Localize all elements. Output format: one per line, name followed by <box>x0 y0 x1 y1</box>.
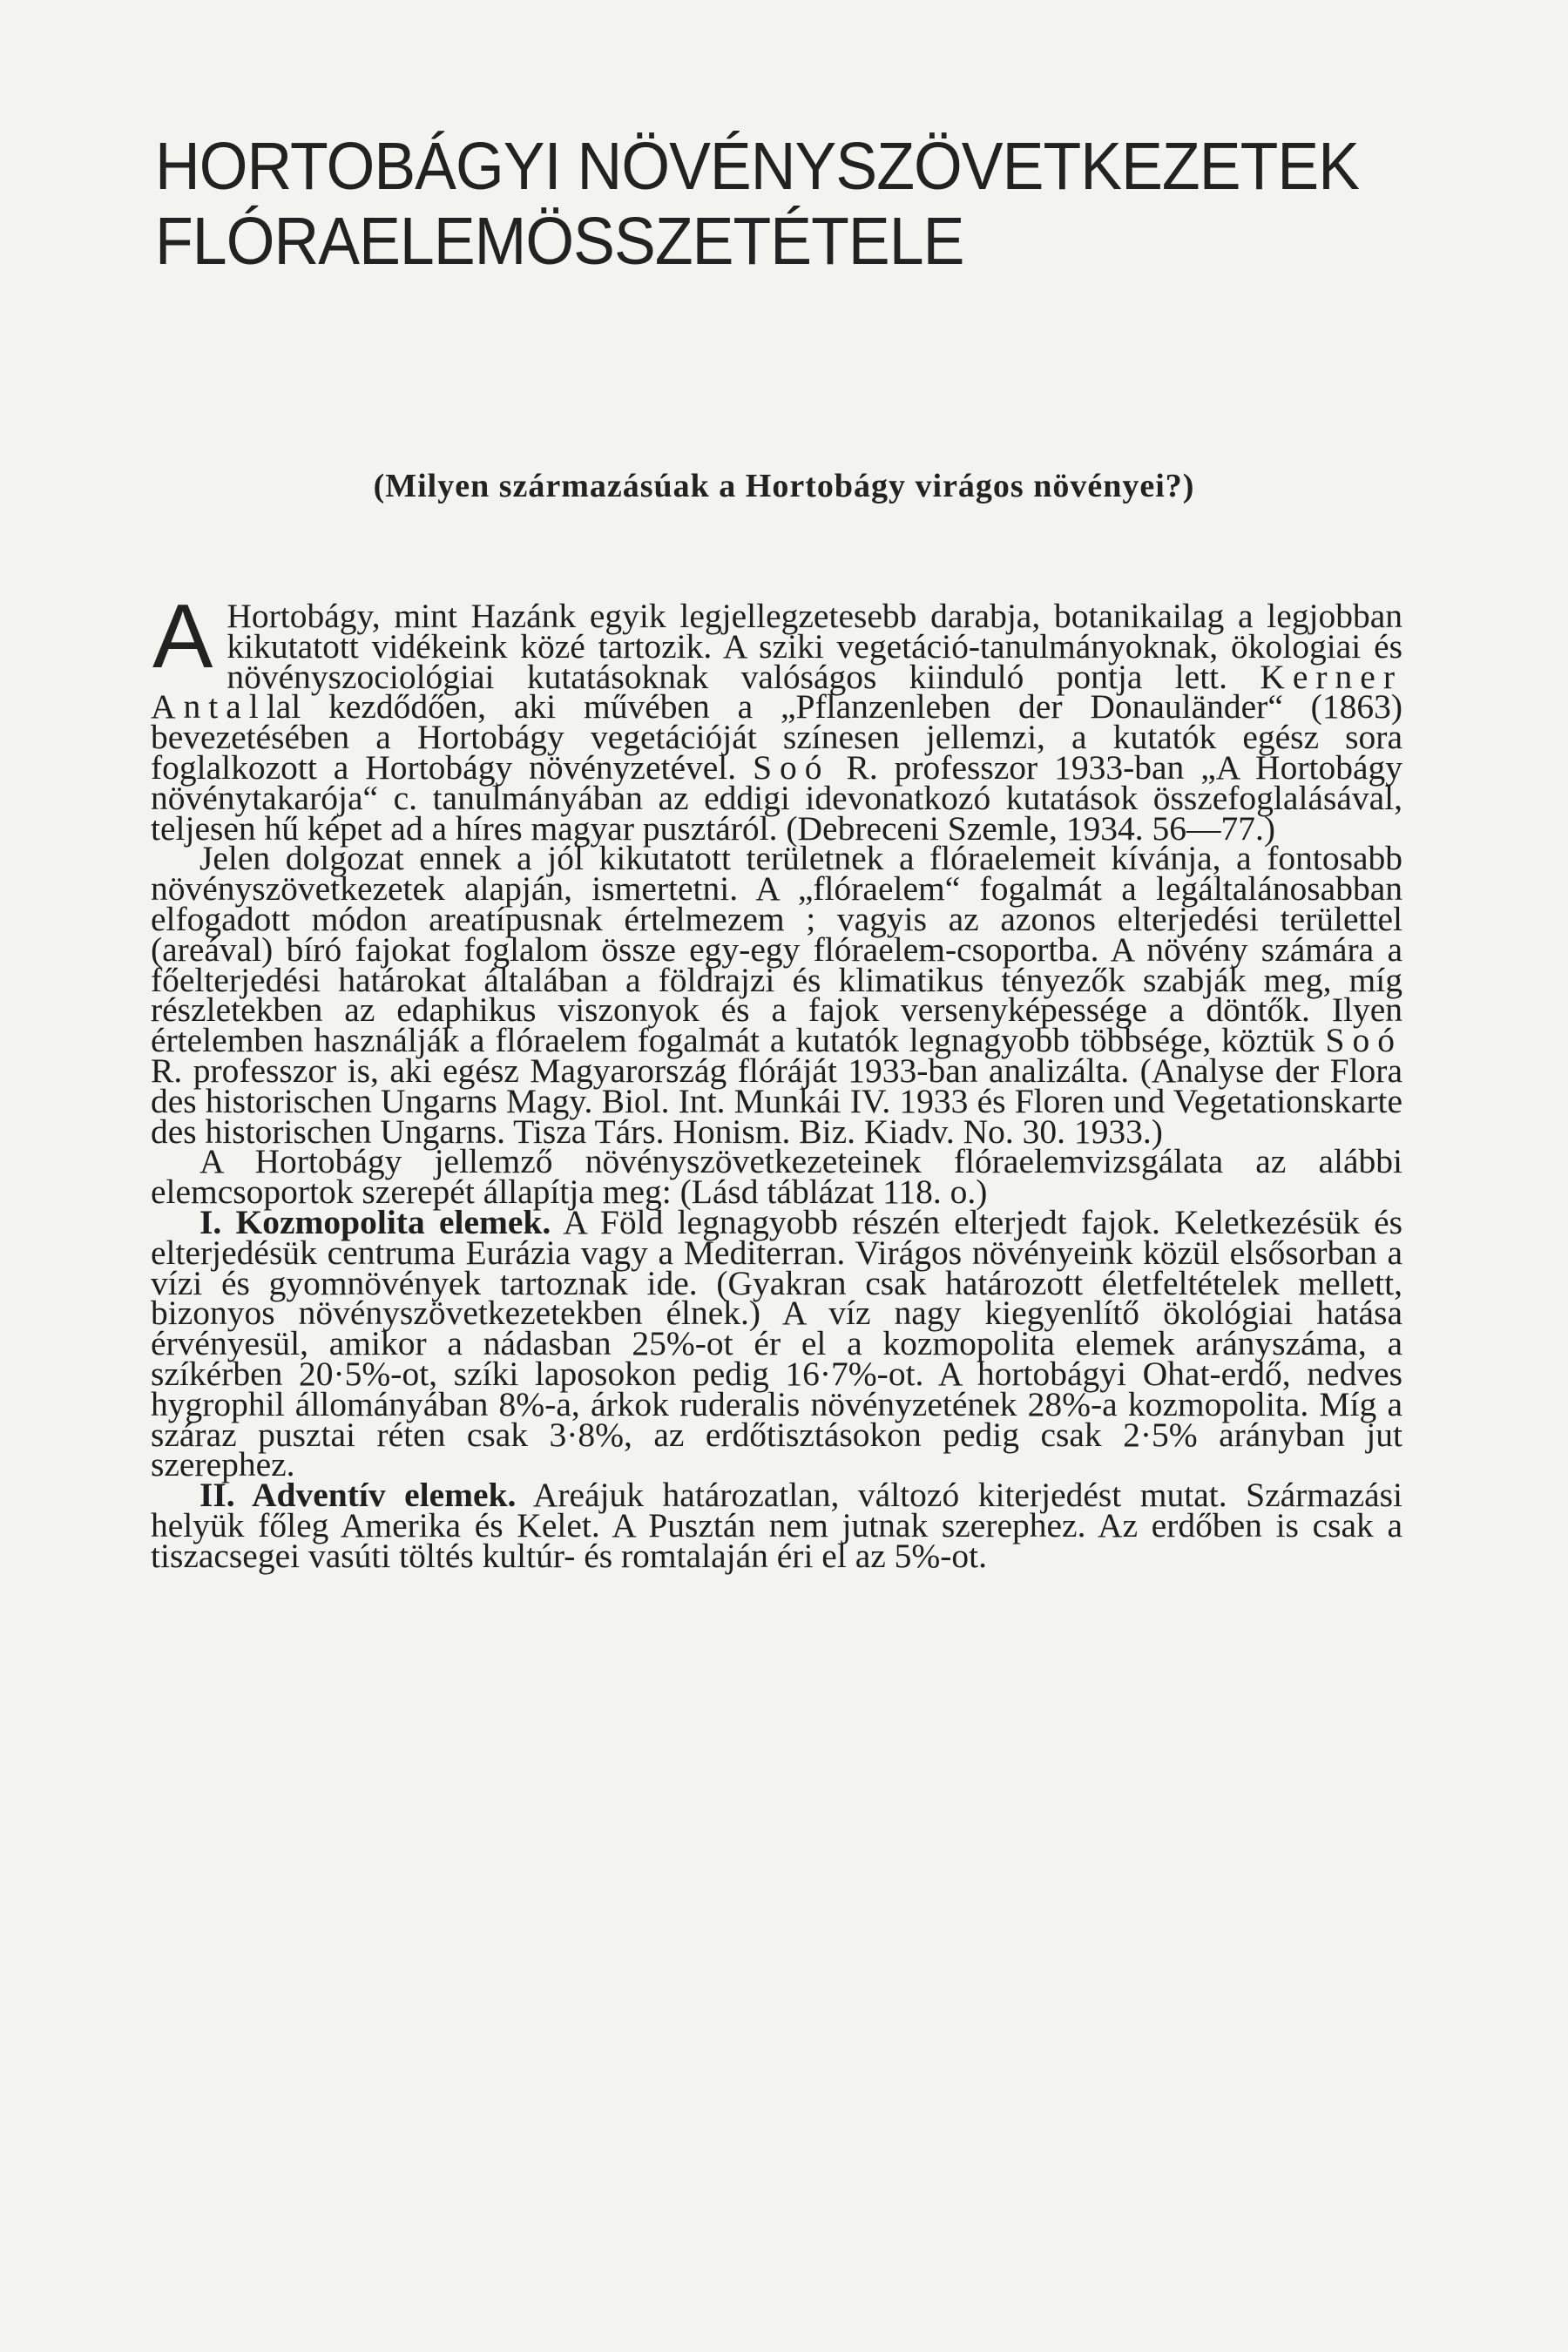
intro-text-2: lal kezdődően, aki művében a „Pflanzenleben der Donauländer“ (1863) bevezetésében a Hortobágy vegetációját színesen jellemzi, a kutatók egész sora foglalkozott a Hortobágy növényzetével. <box>151 687 1402 787</box>
purpose-text-2: R. professzor is, aki egész Magyarország flóráját 1933-ban analizálta. (Analyse der Flora des historischen Ungarns Magy. Biol. Int. Munkái IV. 1933 és Floren und Vegetationskarte des historischen Ungarns. Tisza Társ. Honism. Biz. Kiadv. No. 30. 1933.) <box>151 1051 1402 1151</box>
drop-cap: A <box>152 586 213 687</box>
title-line-2: FLÓRAELEMÖSSZETÉTELE <box>155 204 964 279</box>
purpose-text-1: Jelen dolgozat ennek a jól kikutatott területnek a flóraelemeit kívánja, a fontosabb növényszövetkezetek alapján, ismertetni. A „flóraelem“ fogalmát a legáltalánosabban elfogadott módon areatípusnak értelmezem ; vagyis az azonos elterjedési területtel (areával) bíró fajokat foglalom össze egy-egy flóraelem-csoportba. A növény számára a főelterjedési határokat általában a földrajzi és klimatikus tényezők szabják meg, míg részletekben az edaphikus viszonyok és a fajok versenyképessége a döntők. Ilyen értelemben használják a flóraelem fogalmát a kutatók legnagyobb többsége, köztük <box>151 839 1402 1060</box>
intro-text-1: Hortobágy, mint Hazánk egyik legjellegzetesebb darabja, botanikailag a legjobban kikutatott vidékeink közé tartozik. A sziki vegetáció-tanulmányoknak, ökologiai és növényszociológiai kutatásoknak valóságos kiinduló pontja lett. <box>226 597 1402 696</box>
article-title <box>155 129 1370 279</box>
section-heading-adventive: II. Adventív elemek. <box>199 1476 517 1515</box>
cosmopolitan-text: A Föld legnagyobb részén elterjedt fajok. Keletkezésük és elterjedésük centruma Eurázia vagy a Mediterran. Virágos növényeink közül elsősorban a vízi és gyomnövények tartoznak ide. (Gyakran csak határozott életfeltételek mellett, bizonyos növényszövetkezetekben élnek.) A víz nagy kiegyenlítő ökológiai hatása érvényesül, amikor a nádasban 25%-ot ér el a kozmopolita elemek arányszáma, a szíkérben 20·5%-ot, szíki laposokon pedig 16·7%-ot. A hortobágyi Ohat-erdő, nedves hygrophil állományában 8%-a, árkok ruderalis növényzetének 28%-a kozmopolita. Míg a száraz pusztai réten csak 3·8%, az erdőtisztásokon pedig csak 2·5% arányban jut szerephez. <box>151 1202 1402 1484</box>
article-subtitle: (Milyen származásúak a Hortobágy virágos növényei?) <box>373 468 1195 504</box>
intro-text-3: R. professzor 1933-ban „A Hortobágy növénytakarója“ c. tanulmányában az eddigi idevonatkozó kutatások összefoglalásával, teljesen hű képet ad a híres magyar pusztáról. (Debreceni Szemle, 1934. 56—77.) <box>151 747 1402 848</box>
paragraph-cosmopolitan <box>151 1202 1402 1484</box>
section-heading-cosmopolitan: I. Kozmopolita elemek. <box>199 1202 551 1241</box>
author-name-soo: Soó <box>753 747 830 787</box>
author-name-soo-2: Soó <box>1325 1021 1402 1060</box>
paragraph-overview: A Hortobágy jellemző növényszövetkezeteinek flóraelemvizsgálata az alábbi elemcsoportok szerepét állapítja meg: (Lásd táblázat 118. o.) <box>151 1142 1402 1212</box>
paragraph-intro <box>151 586 1402 848</box>
author-name-kerner: Kerner Antal <box>151 657 1402 727</box>
paragraph-purpose <box>151 839 1402 1151</box>
title-line-1: HORTOBÁGYI NÖVÉNYSZÖVETKEZETEK <box>155 129 1360 204</box>
paragraph-adventive <box>151 1476 1402 1575</box>
article-body <box>151 586 1402 1575</box>
adventive-text: Areájuk határozatlan, változó kiterjedést mutat. Származási helyük főleg Amerika és Kelet. A Pusztán nem jutnak szerephez. Az erdőben is csak a tiszacsegei vasúti töltés kultúr- és romtalaján éri el az 5%-ot. <box>151 1476 1402 1575</box>
